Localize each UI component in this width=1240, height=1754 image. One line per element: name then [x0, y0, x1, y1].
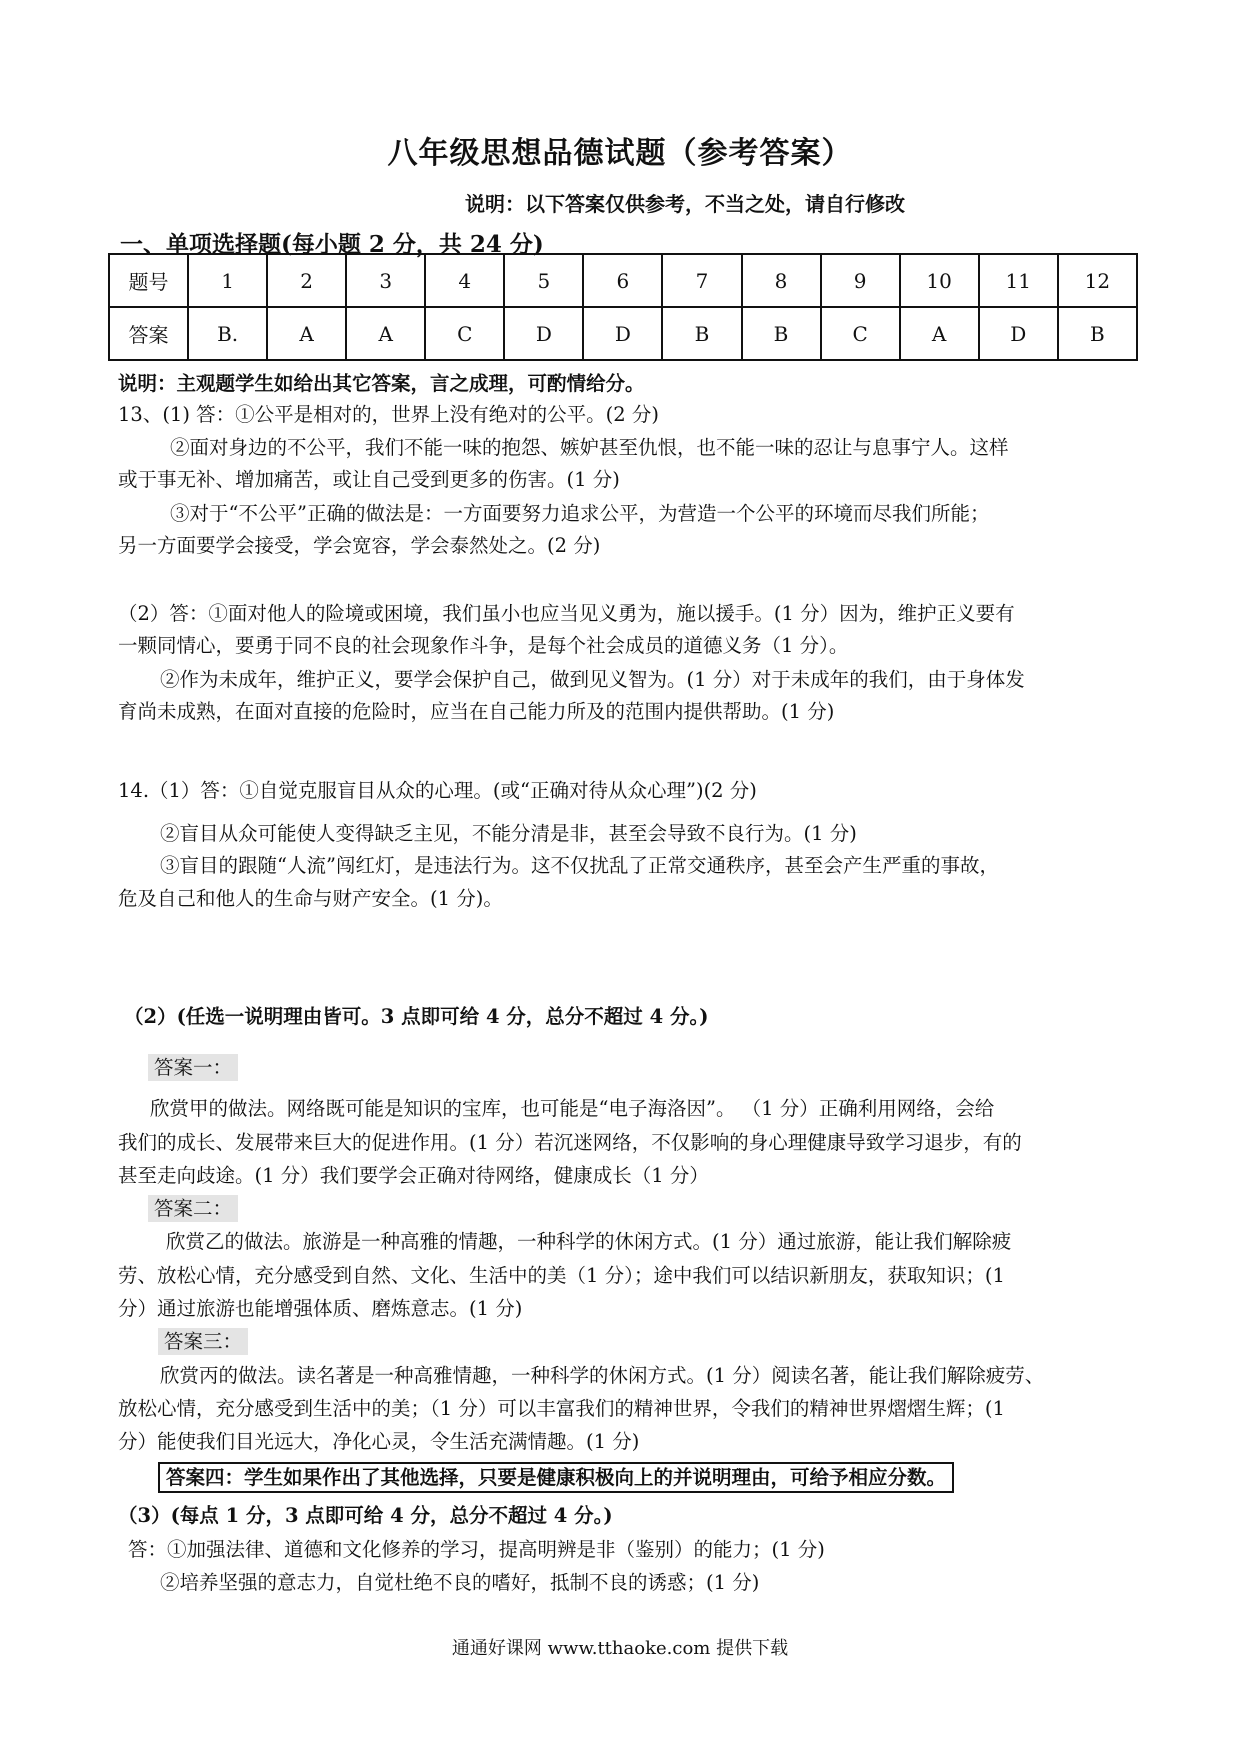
- table-cell-answer: B: [662, 307, 741, 360]
- table-row-answers: [109, 307, 1137, 360]
- q14-part1-line: ③盲目的跟随“人流”闯红灯，是违法行为。这不仅扰乱了正常交通秩序，甚至会产生严重的事故，: [160, 854, 999, 877]
- page-footer: 通通好课网 www.tthaoke.com 提供下载: [451, 1638, 789, 1659]
- table-cell-answer: D: [583, 307, 662, 360]
- table-cell-answer: B.: [188, 307, 267, 360]
- q14-part3-heading: （3）(每点 1 分，3 点即可给 4 分，总分不超过 4 分。): [118, 1504, 613, 1527]
- q13-part2-line: （2）答：①面对他人的险境或困境，我们虽小也应当见义勇为，施以援手。(1 分）因为，维护正义要有: [118, 602, 1015, 625]
- table-cell-answer: D: [979, 307, 1058, 360]
- q13-part1-line: 或于事无补、增加痛苦，或让自己受到更多的伤害。(1 分): [118, 468, 620, 491]
- q13-part1-line: ③对于“不公平”正确的做法是：一方面要努力追求公平，为营造一个公平的环境而尽我们所能；: [170, 502, 990, 525]
- subjective-note: 说明：主观题学生如给出其它答案，言之成理，可酌情给分。: [118, 372, 645, 395]
- answer-four-box: 答案四：学生如果作出了其他选择，只要是健康积极向上的并说明理由，可给予相应分数。: [158, 1462, 954, 1493]
- answer-table: [108, 253, 1138, 361]
- q13-part1-line: ②面对身边的不公平，我们不能一味的抱怨、嫉妒甚至仇恨，也不能一味的忍让与息事宁人。这样: [170, 436, 1009, 459]
- table-cell-number: 3: [346, 254, 425, 307]
- table-cell-answer: A: [900, 307, 979, 360]
- q13-part1-line: 13、(1) 答：①公平是相对的，世界上没有绝对的公平。(2 分): [118, 403, 659, 426]
- q14-part1-line: ②盲目从众可能使人变得缺乏主见，不能分清是非，甚至会导致不良行为。(1 分): [160, 822, 857, 845]
- answer-one-line: 我们的成长、发展带来巨大的促进作用。(1 分）若沉迷网络，不仅影响的身心理健康导致学习退步，有的: [118, 1131, 1022, 1154]
- q13-part2-line: 一颗同情心，要勇于同不良的社会现象作斗争，是每个社会成员的道德义务（1 分）。: [118, 634, 849, 657]
- table-cell-number: 11: [979, 254, 1058, 307]
- answer-one-line: 甚至走向歧途。(1 分）我们要学会正确对待网络，健康成长（1 分）: [118, 1164, 709, 1187]
- table-row-numbers: [109, 254, 1137, 307]
- table-cell-number: 5: [504, 254, 583, 307]
- answer-two-label: 答案二：: [148, 1195, 238, 1222]
- table-cell-number: 8: [742, 254, 821, 307]
- table-cell-number: 1: [188, 254, 267, 307]
- table-cell-answer: B: [742, 307, 821, 360]
- q13-part2-line: ②作为未成年，维护正义，要学会保护自己，做到见义智为。(1 分）对于未成年的我们，由于身体发: [160, 668, 1025, 691]
- section-heading-multiple-choice: 一、单项选择题(每小题 2 分，共 24 分): [120, 231, 544, 258]
- answer-one-label: 答案一：: [148, 1054, 238, 1081]
- answer-two-line: 劳、放松心情，充分感受到自然、文化、生活中的美（1 分）；途中我们可以结识新朋友，获取知识；(1: [118, 1264, 1005, 1287]
- q14-part1-line: 危及自己和他人的生命与财产安全。(1 分)。: [118, 887, 503, 910]
- table-cell-answer: B: [1058, 307, 1137, 360]
- table-cell-number: 2: [267, 254, 346, 307]
- page-title: 八年级思想品德试题（参考答案）: [387, 136, 853, 171]
- q13-part1-line: 另一方面要学会接受，学会宽容，学会泰然处之。(2 分): [118, 534, 601, 557]
- table-cell-number: 4: [425, 254, 504, 307]
- answer-three-line: 欣赏丙的做法。读名著是一种高雅情趣，一种科学的休闲方式。(1 分）阅读名著，能让我们解除疲劳、: [160, 1364, 1045, 1387]
- answer-three-line: 放松心情，充分感受到生活中的美；（1 分）可以丰富我们的精神世界，令我们的精神世界熠熠生辉；(1: [118, 1397, 1005, 1420]
- table-cell-answer: A: [346, 307, 425, 360]
- answer-one-line: 欣赏甲的做法。网络既可能是知识的宝库，也可能是“电子海洛因”。 （1 分）正确利用网络，会给: [150, 1097, 995, 1120]
- table-row-label: 题号: [109, 254, 188, 307]
- table-cell-answer: A: [267, 307, 346, 360]
- table-cell-answer: C: [821, 307, 900, 360]
- table-cell-answer: D: [504, 307, 583, 360]
- table-cell-number: 9: [821, 254, 900, 307]
- table-cell-number: 6: [583, 254, 662, 307]
- q14-part1-line: 14.（1）答：①自觉克服盲目从众的心理。(或“正确对待从众心理”)(2 分): [118, 779, 757, 802]
- table-cell-number: 12: [1058, 254, 1137, 307]
- q14-part2-heading: （2）(任选一说明理由皆可。3 点即可给 4 分，总分不超过 4 分。): [124, 1005, 709, 1028]
- q14-part3-line: 答：①加强法律、道德和文化修养的学习，提高明辨是非（鉴别）的能力；(1 分): [128, 1538, 825, 1561]
- table-cell-number: 7: [662, 254, 741, 307]
- q13-part2-line: 育尚未成熟，在面对直接的危险时，应当在自己能力所及的范围内提供帮助。(1 分): [118, 700, 835, 723]
- q14-part3-line: ②培养坚强的意志力，自觉杜绝不良的嗜好，抵制不良的诱惑；(1 分): [160, 1571, 760, 1594]
- answer-three-label: 答案三：: [158, 1328, 248, 1355]
- answer-note: 说明：以下答案仅供参考，不当之处，请自行修改: [465, 192, 905, 216]
- table-cell-answer: C: [425, 307, 504, 360]
- answer-three-line: 分）能使我们目光远大，净化心灵，令生活充满情趣。(1 分): [118, 1430, 640, 1453]
- table-cell-number: 10: [900, 254, 979, 307]
- table-row-label: 答案: [109, 307, 188, 360]
- answer-two-line: 分）通过旅游也能增强体质、磨炼意志。(1 分): [118, 1297, 523, 1320]
- answer-two-line: 欣赏乙的做法。旅游是一种高雅的情趣，一种科学的休闲方式。(1 分）通过旅游，能让我们解除疲: [166, 1230, 1012, 1253]
